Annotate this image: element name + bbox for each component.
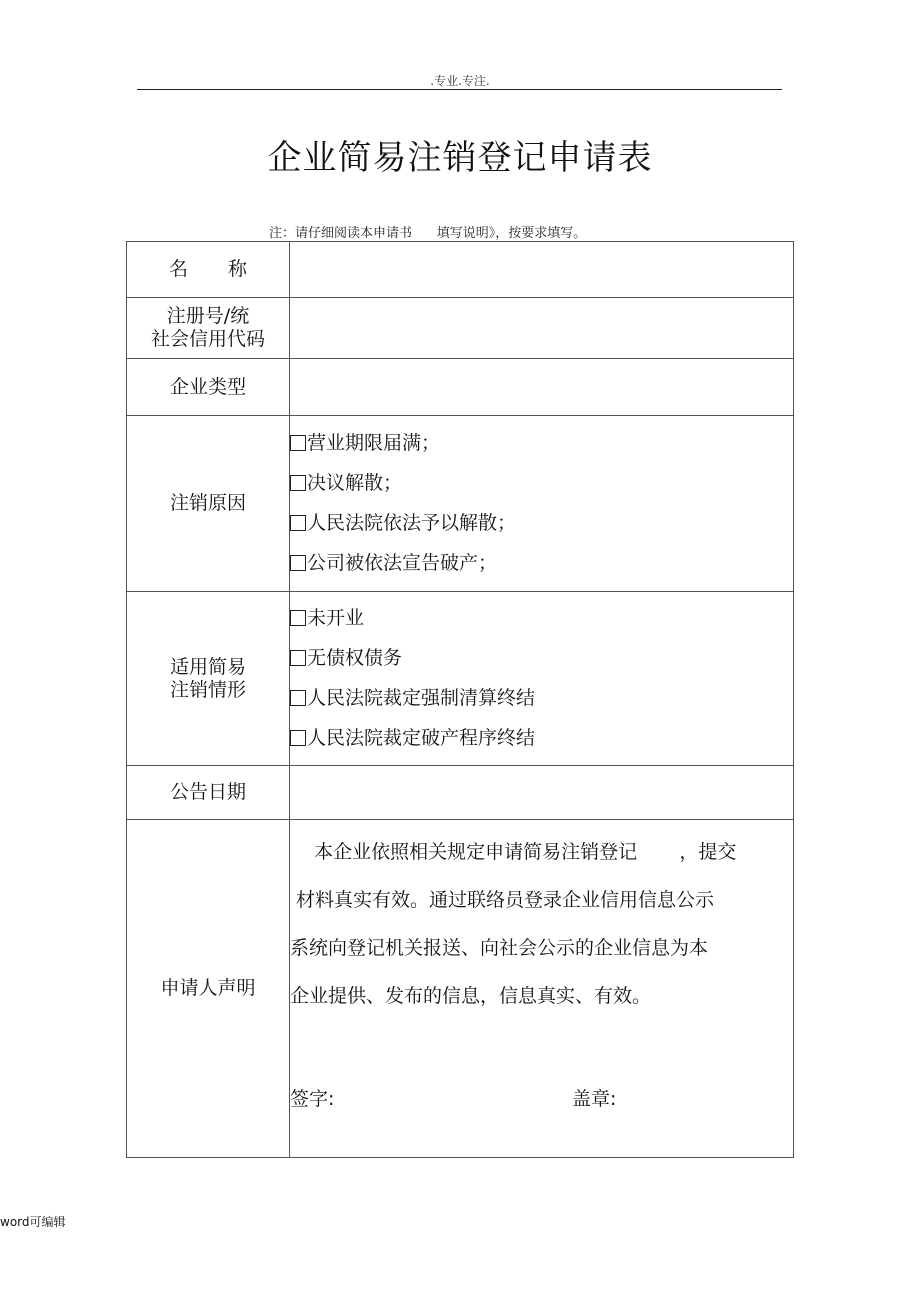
label-registration-number-line1: 注册号/统 bbox=[166, 305, 250, 327]
label-name bbox=[127, 242, 290, 298]
checkbox-icon[interactable] bbox=[290, 555, 306, 571]
cancel-reason-option-label: 营业期限届满； bbox=[307, 431, 441, 454]
checkbox-icon[interactable] bbox=[290, 475, 306, 491]
applicable-option-label: 未开业 bbox=[307, 606, 365, 629]
signature-label[interactable]: 签字: bbox=[290, 1088, 335, 1110]
declaration-line: 材料真实有效。通过联络员登录企业信用信息公示 bbox=[290, 889, 715, 911]
row-declaration bbox=[127, 820, 794, 1158]
cancel-reason-option[interactable] bbox=[290, 463, 793, 503]
applicable-option[interactable] bbox=[290, 678, 793, 718]
page-header-text: .专业.专注. bbox=[430, 74, 490, 88]
cancel-reason-options bbox=[290, 416, 794, 592]
declaration-line: 系统向登记机关报送、向社会公示的企业信息为本 bbox=[290, 937, 709, 959]
checkbox-icon[interactable] bbox=[290, 650, 306, 666]
checkbox-icon[interactable] bbox=[290, 435, 306, 451]
page-footer-text: word可编辑 bbox=[0, 1215, 66, 1229]
applicable-option-label: 人民法院裁定破产程序终结 bbox=[307, 726, 536, 749]
row-name bbox=[127, 242, 794, 298]
checkbox-icon[interactable] bbox=[290, 730, 306, 746]
label-enterprise-type: 企业类型 bbox=[127, 359, 290, 416]
field-name[interactable] bbox=[290, 242, 794, 298]
label-name-part-b: 称 bbox=[228, 258, 248, 280]
applicable-option[interactable] bbox=[290, 638, 793, 678]
row-applicable-situation bbox=[127, 592, 794, 766]
label-name-part-a: 名 bbox=[168, 258, 188, 280]
applicable-option[interactable] bbox=[290, 718, 793, 758]
label-declaration: 申请人声明 bbox=[127, 820, 290, 1158]
label-registration-number bbox=[127, 298, 290, 359]
row-enterprise-type bbox=[127, 359, 794, 416]
declaration-cell bbox=[290, 820, 794, 1158]
field-enterprise-type[interactable] bbox=[290, 359, 794, 416]
seal-label[interactable]: 盖章: bbox=[572, 1088, 617, 1110]
label-cancel-reason: 注销原因 bbox=[127, 416, 290, 592]
cancel-reason-option-label: 人民法院依法予以解散； bbox=[307, 511, 517, 534]
form-title: 企业简易注销登记申请表 bbox=[267, 138, 653, 178]
label-applicable-line1: 适用简易 bbox=[169, 655, 246, 678]
checkbox-icon[interactable] bbox=[290, 690, 306, 706]
declaration-line: 企业提供、发布的信息，信息真实、有效。 bbox=[290, 985, 652, 1007]
label-announcement-date: 公告日期 bbox=[127, 766, 290, 820]
application-form-table bbox=[126, 241, 794, 1158]
row-cancel-reason bbox=[127, 416, 794, 592]
declaration-text-block bbox=[290, 820, 793, 1156]
checkbox-icon[interactable] bbox=[290, 610, 306, 626]
applicable-situation-options bbox=[290, 592, 794, 766]
field-registration-number[interactable] bbox=[290, 298, 794, 359]
field-announcement-date[interactable] bbox=[290, 766, 794, 820]
label-registration-number-line2: 社会信用代码 bbox=[150, 328, 265, 350]
applicable-option-label: 人民法院裁定强制清算终结 bbox=[307, 686, 536, 709]
label-applicable-situation bbox=[127, 592, 290, 766]
cancel-reason-option[interactable] bbox=[290, 543, 793, 583]
cancel-reason-option[interactable] bbox=[290, 503, 793, 543]
cancel-reason-option-label: 决议解散； bbox=[307, 471, 403, 494]
applicable-option[interactable] bbox=[290, 598, 793, 638]
row-registration-number bbox=[127, 298, 794, 359]
row-announcement-date bbox=[127, 766, 794, 820]
form-note: 注：请仔细阅读本申请书 填写说明》，按要求填写。 bbox=[269, 226, 587, 241]
checkbox-icon[interactable] bbox=[290, 515, 306, 531]
cancel-reason-option-label: 公司被依法宣告破产； bbox=[307, 551, 498, 574]
label-applicable-line2: 注销情形 bbox=[169, 678, 246, 701]
cancel-reason-option[interactable] bbox=[290, 423, 793, 463]
declaration-line: 本企业依照相关规定申请简易注销登记 ，提交 bbox=[290, 841, 737, 863]
header-divider bbox=[137, 89, 782, 90]
applicable-option-label: 无债权债务 bbox=[307, 646, 403, 669]
